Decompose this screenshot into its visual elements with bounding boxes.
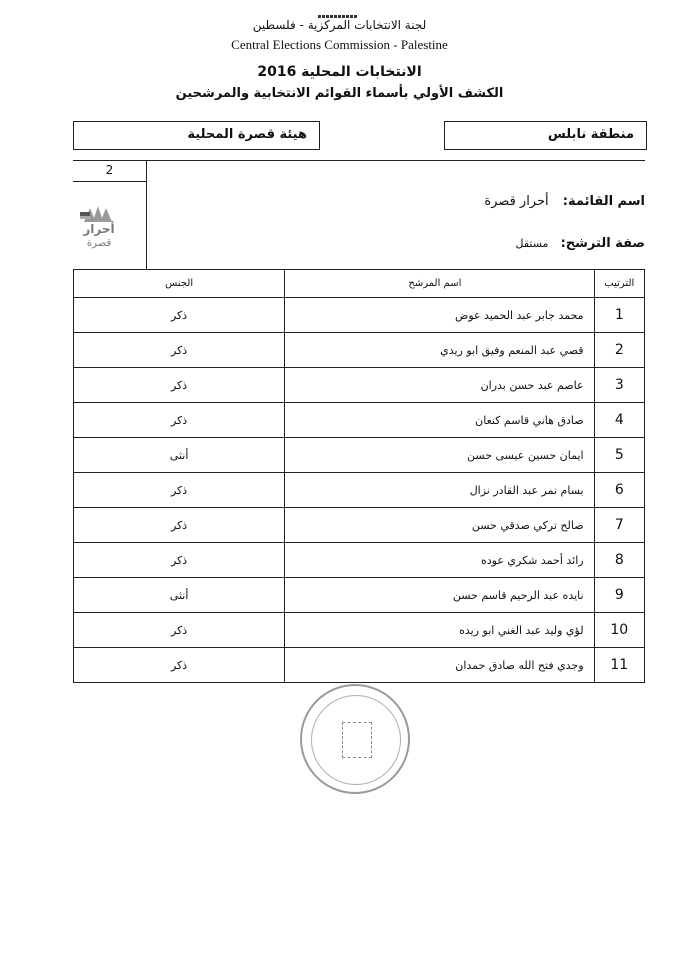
candidate-gender: ذكر: [74, 613, 285, 648]
candidate-name: قصي عبد المنعم وفيق ابو ريدي: [285, 333, 594, 368]
candidate-name: محمد جابر عبد الحميد عوض: [285, 298, 594, 333]
candidate-name: عاصم عبد حسن بدران: [285, 368, 594, 403]
candidate-gender: ذكر: [74, 508, 285, 543]
row-index: 3: [594, 368, 644, 403]
candidate-gender: ذكر: [74, 473, 285, 508]
row-index: 9: [594, 578, 644, 613]
local-body-box: [73, 121, 320, 150]
candidate-gender: ذكر: [74, 298, 285, 333]
commission-name-arabic: لجنة الانتخابات المركزية - فلسطين: [252, 18, 427, 32]
list-name-value: أحرار قصرة: [484, 194, 549, 209]
row-index: 6: [594, 473, 644, 508]
commission-name-english: Central Elections Commission - Palestine: [231, 37, 448, 52]
table-row: [74, 333, 645, 368]
candidate-name: ايمان حسين عيسى حسن: [285, 438, 594, 473]
row-index: 4: [594, 403, 644, 438]
candidate-gender: ذكر: [74, 543, 285, 578]
table-row: [74, 473, 645, 508]
row-index: 5: [594, 438, 644, 473]
list-emblem: [76, 200, 122, 254]
document-subtitle: الكشف الأولي بأسماء القوائم الانتخابية والمرشحين: [175, 86, 504, 101]
header-name: اسم المرشح: [285, 270, 594, 298]
list-type-label: صفة الترشح:: [560, 236, 645, 251]
list-type-row: [516, 236, 645, 251]
commission-logo: [318, 6, 366, 16]
table-row: [74, 403, 645, 438]
header-index: الترتيب: [594, 270, 644, 298]
emblem-text-top: أحرار: [83, 222, 115, 236]
table-row: [74, 543, 645, 578]
row-index: 11: [594, 648, 644, 683]
candidate-name: رائد أحمد شكري عوده: [285, 543, 594, 578]
candidate-gender: ذكر: [74, 333, 285, 368]
candidate-name: صادق هاني قاسم كنعان: [285, 403, 594, 438]
candidate-gender: ذكر: [74, 648, 285, 683]
table-header-row: [74, 270, 645, 298]
document-title: الانتخابات المحلية 2016: [257, 64, 422, 80]
table-row: [74, 438, 645, 473]
list-info-divider: [146, 160, 147, 270]
stamp-emblem-icon: [342, 722, 372, 758]
candidates-table: [73, 269, 645, 683]
candidate-name: بسام نمر عبد القادر نزال: [285, 473, 594, 508]
row-index: 7: [594, 508, 644, 543]
list-number: 2: [105, 163, 114, 177]
candidate-gender: أنثى: [74, 438, 285, 473]
header-gender: الجنس: [74, 270, 285, 298]
candidate-name: وجدي فتح الله صادق حمدان: [285, 648, 594, 683]
table-row: [74, 298, 645, 333]
candidate-name: لؤي وليد عبد الغني ابو ريده: [285, 613, 594, 648]
list-name-label: اسم القائمة:: [562, 194, 645, 209]
candidate-name: صالح تركي صدقي حسن: [285, 508, 594, 543]
district-name: منطقة نابلس: [547, 127, 634, 142]
candidate-gender: ذكر: [74, 368, 285, 403]
row-index: 8: [594, 543, 644, 578]
row-index: 2: [594, 333, 644, 368]
row-index: 1: [594, 298, 644, 333]
table-row: [74, 578, 645, 613]
table-row: [74, 508, 645, 543]
list-number-divider: [73, 181, 146, 182]
list-type-value: مستقل: [515, 237, 549, 250]
table-row: [74, 613, 645, 648]
candidate-gender: أنثى: [74, 578, 285, 613]
district-box: [444, 121, 647, 150]
table-row: [74, 368, 645, 403]
table-row: [74, 648, 645, 683]
row-index: 10: [594, 613, 644, 648]
emblem-text-bottom: قصرة: [86, 238, 112, 249]
local-body-name: هيئة قصرة المحلية: [187, 127, 307, 142]
list-name-row: [484, 194, 645, 209]
list-info-frame: [73, 160, 645, 271]
candidate-name: نايده عبد الرحيم قاسم حسن: [285, 578, 594, 613]
candidate-gender: ذكر: [74, 403, 285, 438]
official-stamp: [300, 684, 410, 794]
